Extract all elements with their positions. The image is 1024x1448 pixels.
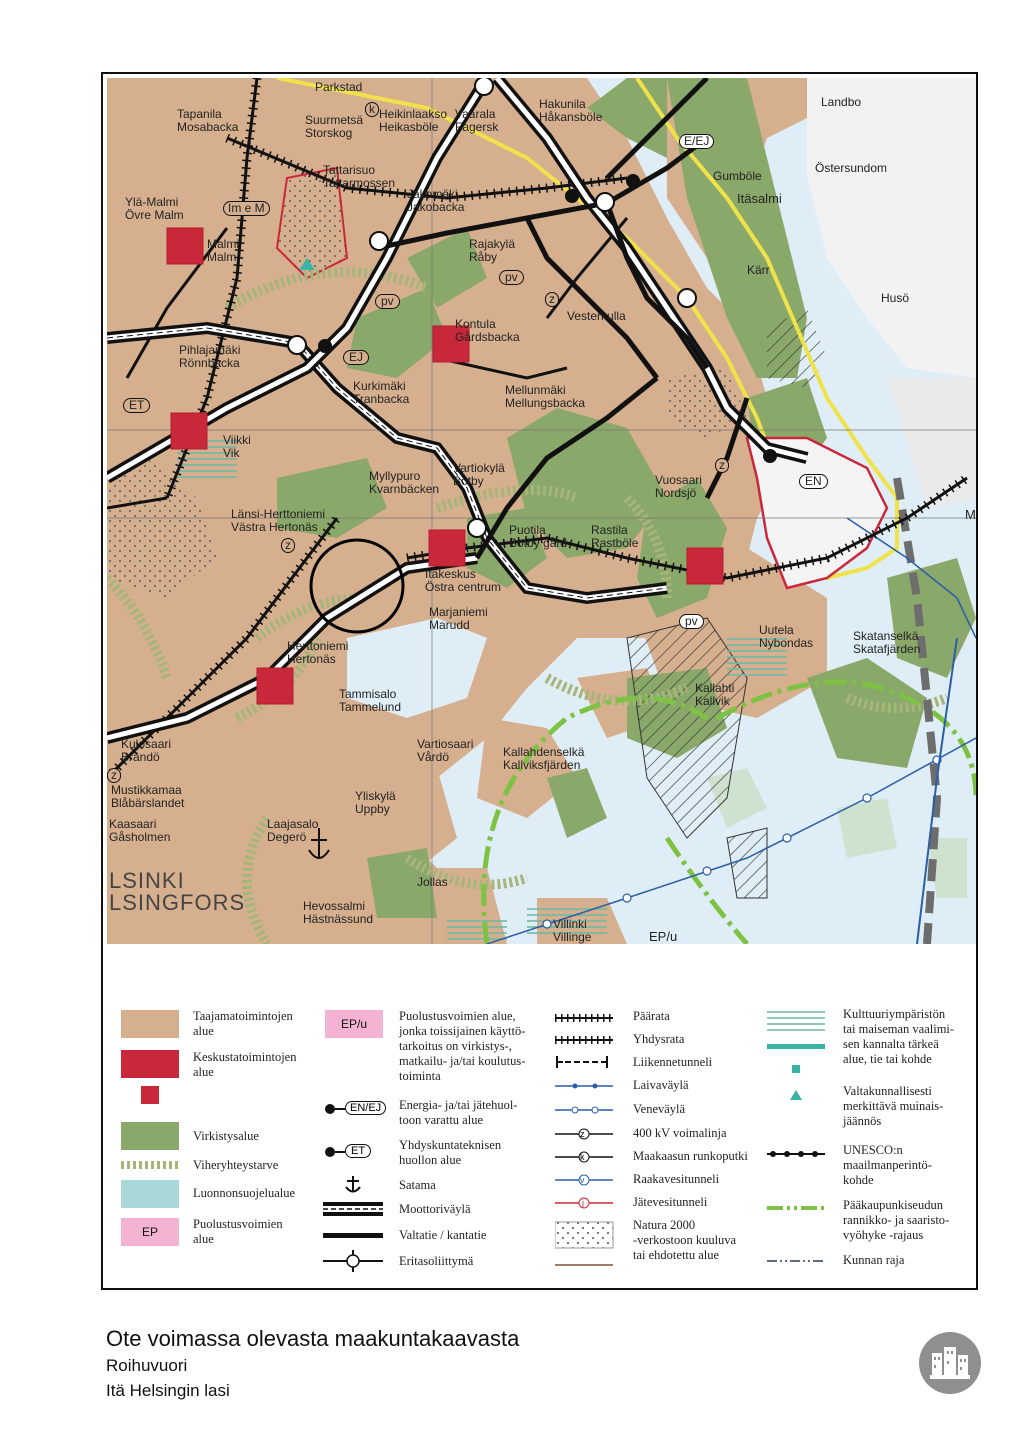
place-epu: EP/u — [649, 929, 678, 944]
place-malmi: Malmi Malm — [207, 237, 239, 264]
place-viikki: Viikki Vik — [223, 433, 251, 460]
legend-motorway-symbol — [323, 1200, 383, 1218]
legend-monument-label: Valtakunnallisesti merkittävä muinais- jäännös — [843, 1084, 944, 1128]
legend-swatch-urban — [121, 1010, 179, 1038]
symbol-z: z — [107, 768, 121, 783]
legend-swatch-defense-u: EP/u — [325, 1010, 383, 1038]
place-skatanselka: Skatanselkä Skatafjärden — [853, 629, 921, 656]
symbol-imem: Im e M — [223, 201, 270, 216]
legend-interchange-symbol — [323, 1250, 383, 1272]
place-jakomaki: Jakomäki Jakobacka — [407, 187, 465, 214]
place-puotila: Puotila Botby gård — [509, 523, 568, 550]
anchor-icon — [343, 1174, 363, 1196]
place-helsinki: LSINKI LSINGFORS — [109, 868, 246, 915]
city-logo-icon — [918, 1331, 982, 1395]
place-tapanila: Tapanila Mosabacka — [177, 107, 239, 134]
legend-main-road-label: Valtatie / kantatie — [399, 1228, 487, 1242]
place-marjaniemi: Marjaniemi Marudd — [429, 605, 488, 632]
legend-energy-label: Energia- ja/tai jätehuol- toon varattu alue — [399, 1098, 518, 1127]
document-title: Ote voimassa olevasta maakuntakaavasta — [106, 1326, 520, 1351]
place-vuosaari: Vuosaari Nordsjö — [655, 473, 702, 500]
legend-raw-water-label: Raakavesitunneli — [633, 1172, 720, 1186]
legend-interchange-label: Eritasoliittymä — [399, 1254, 474, 1268]
legend-swatch-defense: EP — [121, 1218, 179, 1246]
place-yliskyla: Yliskylä Uppby — [355, 789, 396, 816]
legend-energy-badge: EN/EJ — [345, 1101, 386, 1115]
legend-link-rail-label: Yhdysrata — [633, 1032, 685, 1046]
place-kaasaari: Kaasaari Gåsholmen — [109, 817, 171, 844]
place-hakunila: Hakunila Håkansböle — [539, 97, 603, 124]
place-vaarala: Vaarala Fagersk — [455, 107, 499, 134]
legend-swatch-nature — [121, 1180, 179, 1208]
place-karr: Kärr — [747, 263, 770, 277]
legend-motorway-label: Moottoriväylä — [399, 1202, 471, 1216]
place-landbo: Landbo — [821, 95, 862, 109]
legend-energy-line — [335, 1108, 345, 1110]
legend-mark-k: k — [580, 1152, 585, 1162]
place-m: M — [965, 507, 976, 522]
legend-green-link-label: Viheryhteystarve — [193, 1158, 279, 1172]
place-tammisalo: Tammisalo Tammelund — [339, 687, 402, 714]
place-kallahdenselka: Kallahdenselkä Kallviksfjärden — [503, 745, 585, 772]
symbol-et: ET — [123, 398, 150, 413]
legend-ship-route-label: Laivaväylä — [633, 1078, 689, 1092]
legend-powerline-label: 400 kV voimalinja — [633, 1126, 727, 1140]
regional-plan-map[interactable] — [107, 78, 976, 944]
legend-utility-label: Yhdyskuntateknisen huollon alue — [399, 1138, 502, 1167]
place-herttoniemi-north: Länsi-Herttoniemi Västra Hertonäs — [231, 507, 326, 534]
symbol-z: z — [281, 538, 295, 553]
place-ylamalmi: Ylä-Malmi Övre Malm — [125, 195, 184, 222]
place-kallahti: Kallahti Kallvik — [695, 681, 735, 708]
place-parkstad: Parkstad — [315, 80, 363, 94]
legend-gas-pipe-label: Maakaasun runkoputki — [633, 1149, 748, 1163]
island-small — [837, 798, 897, 858]
symbol-k: k — [365, 102, 379, 117]
legend-natura-label: Natura 2000 -verkostoon kuuluva tai ehdotettu alue — [633, 1218, 737, 1262]
legend-cultural-label: Kulttuuriympäristön tai maiseman vaalimi- sen kannalta tärkeä alue, tie tai kohde — [843, 1007, 955, 1066]
symbol-z: z — [715, 458, 729, 473]
legend-waste-water-label: Jätevesitunneli — [633, 1195, 708, 1209]
legend-utility-line — [335, 1151, 345, 1153]
legend-swatch-recreation — [121, 1122, 179, 1150]
legend-mark-j: j — [582, 1198, 584, 1208]
legend-main-road-symbol — [323, 1233, 383, 1238]
place-kontula: Kontula Gårdsbacka — [455, 317, 520, 344]
symbol-pv: pv — [375, 294, 400, 309]
place-uutela: Uutela Nybondas — [759, 623, 814, 650]
place-heikinlaakso: Heikinlaakso Heikasböle — [379, 107, 448, 134]
legend-unesco-label: UNESCO:n maailmanperintö- kohde — [843, 1143, 932, 1187]
legend — [107, 1000, 976, 1280]
legend-mark-z: z — [580, 1129, 585, 1139]
legend-nature-label: Luonnonsuojelualue — [193, 1186, 296, 1200]
place-mellunmaki: Mellunmäki Mellungsbacka — [505, 383, 586, 410]
place-itasalmi: Itäsalmi — [737, 191, 782, 206]
place-myllypuro: Myllypuro Kvarnbäcken — [369, 469, 440, 496]
place-vesterkulla: Vesterkulla — [567, 309, 626, 323]
symbol-z: z — [545, 292, 559, 307]
legend-harbour-label: Satama — [399, 1178, 436, 1192]
legend-col4-symbols — [767, 1008, 829, 1268]
legend-swatch-center-small — [141, 1086, 159, 1104]
legend-swatch-green-link — [121, 1161, 179, 1169]
place-tattarisuo: Tattarisuo Tattarmossen — [323, 163, 396, 190]
place-herttoniemi: Herttoniemi Hertonäs — [287, 639, 349, 666]
symbol-pv: pv — [679, 614, 704, 629]
place-rajakyla: Rajakylä Råby — [469, 237, 516, 264]
legend-energy-dot — [325, 1104, 335, 1114]
place-laajasalo: Laajasalo Degerö — [267, 817, 319, 844]
symbol-ee: E/EJ — [679, 134, 714, 149]
place-villinki: Villinki Villinge — [553, 917, 592, 944]
place-rastila: Rastila Rastböle — [591, 523, 639, 550]
place-hevossalmi: Hevossalmi Hästnässund — [303, 899, 374, 926]
legend-defense-label: Puolustusvoimien alue — [193, 1217, 283, 1246]
place-suurmetsa: Suurmetsä Storskog — [305, 113, 364, 140]
legend-utility-dot — [325, 1147, 335, 1157]
legend-tunnel-label: Liikennetunneli — [633, 1055, 713, 1069]
legend-recreation-label: Virkistysalue — [193, 1129, 259, 1143]
symbol-en: EN — [799, 474, 828, 489]
legend-center-label: Keskustatoimintojen alue — [193, 1050, 297, 1079]
symbol-pv: pv — [499, 270, 524, 285]
document-subtitle-location: Roihuvuori — [106, 1356, 188, 1375]
place-kulosaari: Kulosaari Brändö — [121, 737, 172, 764]
legend-boat-route-label: Veneväylä — [633, 1102, 686, 1116]
legend-mark-v: v — [580, 1175, 585, 1185]
legend-swatch-center — [121, 1050, 179, 1078]
place-huso: Husö — [881, 291, 910, 305]
place-kurkimaki: Kurkimäki Tranbacka — [353, 379, 410, 406]
legend-mainline-rail-label: Päärata — [633, 1009, 670, 1023]
place-itakeskus: Itäkeskus Östra centrum — [425, 567, 502, 594]
place-pihlajamaki: Pihlajamäki Rönnbacka — [179, 343, 241, 370]
legend-utility-badge: ET — [345, 1144, 371, 1158]
symbol-ej: EJ — [343, 350, 369, 365]
place-gumbole: Gumböle — [713, 169, 762, 183]
place-mustikkamaa: Mustikkamaa Blåbärslandet — [111, 783, 185, 810]
place-ostersundom: Östersundom — [815, 161, 888, 175]
legend-coastal-zone-label: Pääkaupunkiseudun rannikko- ja saaristo- vyöhyke -rajaus — [843, 1198, 950, 1242]
legend-urban-label: Taajamatoimintojen alue — [193, 1009, 293, 1038]
legend-defense-u-label: Puolustusvoimien alue, jonka toissijainen käyttö- tarkoitus on virkistys-, matkailu- ja/tai koulutus- toiminta — [399, 1009, 526, 1083]
place-jollas: Jollas — [417, 875, 448, 889]
legend-line-symbols — [555, 1010, 615, 1250]
place-vartiosaari: Vartiosaari Vårdö — [417, 737, 474, 764]
legend-natura-border — [555, 1264, 613, 1266]
document-subtitle-project: Itä Helsingin lasi — [106, 1381, 230, 1400]
place-vartiokyla: Vartiokylä Botby — [453, 461, 505, 488]
legend-municipal-border-label: Kunnan raja — [843, 1253, 905, 1267]
